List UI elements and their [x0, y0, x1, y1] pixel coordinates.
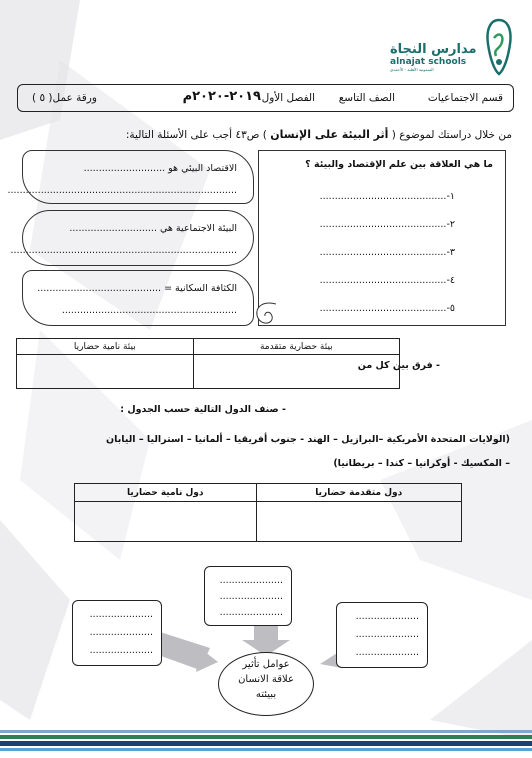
term-label: الفصل الأول — [261, 92, 315, 104]
factor-dots: ..................... — [89, 627, 153, 638]
factor-dots: ..................... — [219, 607, 283, 618]
center-line-3: ببيئته — [255, 689, 277, 700]
factor-dots: ..................... — [89, 645, 153, 656]
definition-label: الكثافة السكانية = ......................................... — [37, 283, 237, 294]
department-label: قسم الاجتماعيات — [427, 92, 503, 104]
school-subtitle: السمونية الأهلية - الأحمدي — [390, 67, 434, 72]
intro-prefix: من خلال دراستك لموضوع ( — [391, 129, 512, 141]
intro-topic: أثر البيئة على الإنسان — [270, 128, 389, 141]
grade-label: الصف التاسع — [338, 92, 395, 104]
col-header-advanced: بيئة حضارية متقدمة — [193, 339, 399, 355]
definition-answer-line[interactable]: ........................................................................... — [10, 245, 237, 256]
intro-suffix: ) ص٤٣ أجب على الأسئلة التالية: — [125, 129, 267, 141]
factor-dots: ..................... — [355, 611, 419, 622]
factor-dots: ..................... — [89, 609, 153, 620]
col-header-developing: بيئة نامية حضاريا — [17, 339, 194, 355]
definition-answer-line[interactable]: .......................................................... — [61, 305, 237, 316]
factor-dots: ..................... — [219, 591, 283, 602]
definition-label: الاقتصاد البيئي هو ........................... — [83, 163, 237, 174]
worksheet-number: ورقة عمل( ٥ ) — [32, 92, 97, 104]
footer-stripes — [0, 728, 532, 758]
factor-dots: ..................... — [219, 575, 283, 586]
compare-question: - فرق بين كل من — [357, 360, 440, 371]
factor-dots: ..................... — [355, 647, 419, 658]
classify-instruction: - صنف الدول التالية حسب الجدول : — [120, 404, 286, 415]
scroll-question: ما هي العلاقة بين علم الإقتصاد والبيئة ؟ — [305, 159, 493, 170]
col-header-developing-countries: دول نامية حضاريا — [75, 484, 257, 502]
answer-line-2[interactable]: ٢-.......................................... — [319, 219, 455, 230]
factors-center-ellipse — [218, 652, 314, 716]
year-label: ٢٠١٩-٢٠٢٠م — [182, 89, 261, 104]
school-name-ar: مدارس النجاة — [390, 42, 477, 57]
factor-box-top[interactable] — [204, 566, 292, 626]
countries-line-2: – المكسيك - أوكرانيا – كندا – بريطانيا) — [333, 458, 510, 469]
center-line-1: عوامل تأثير — [242, 659, 290, 670]
definition-answer-line[interactable]: ............................................................................ — [7, 185, 237, 196]
answer-line-4[interactable]: ٤-.......................................... — [319, 275, 455, 286]
definition-label: البيئة الاجتماعية هي ............................. — [69, 223, 237, 234]
answer-line-5[interactable]: ٥-.......................................... — [319, 303, 455, 314]
center-line-2: علاقة الانسان — [238, 674, 294, 685]
factor-dots: ..................... — [355, 629, 419, 640]
factor-box-right[interactable] — [336, 602, 428, 668]
answer-line-1[interactable]: ١-.......................................... — [319, 191, 455, 202]
school-name-en: alnajat schools — [390, 57, 467, 67]
factor-box-left[interactable] — [72, 600, 162, 666]
answer-line-3[interactable]: ٣-.......................................... — [319, 247, 455, 258]
countries-line-1: (الولايات المتحدة الأمريكية –البرازيل – الهند - جنوب أفريقيا – ألمانيا – استراليا – اليابان — [106, 434, 510, 445]
col-header-advanced-countries: دول متقدمة حضاريا — [256, 484, 461, 502]
